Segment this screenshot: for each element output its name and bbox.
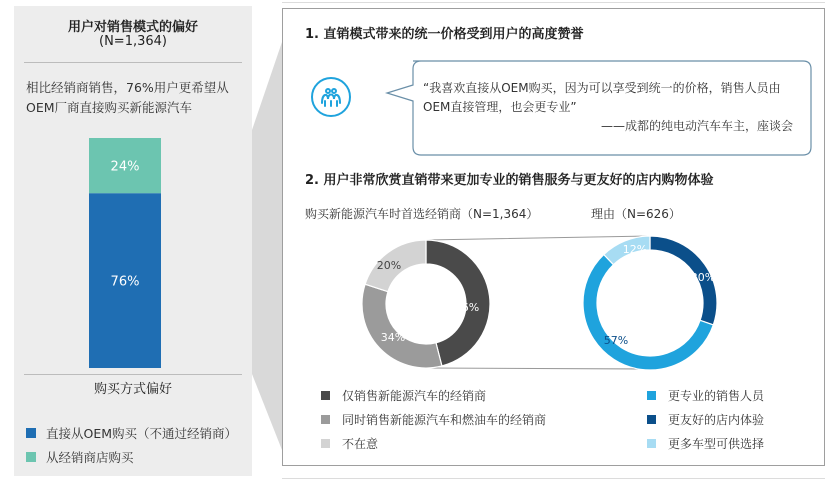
legend-swatch xyxy=(26,452,36,462)
legend-swatch xyxy=(26,428,36,438)
pie1-data-label-0: 46% xyxy=(454,301,480,314)
legend-item-friendly-store xyxy=(647,411,764,428)
quote-source: ——成都的纯电动汽车车主，座谈会 xyxy=(600,119,793,133)
legend-swatch xyxy=(647,439,656,448)
bottom-rule xyxy=(282,478,825,479)
panel-connector xyxy=(252,0,284,486)
left-panel xyxy=(14,6,252,476)
legend-item-nev-only xyxy=(321,387,486,404)
section1-title: 1. 直销模式带来的统一价格受到用户的高度赞誉 xyxy=(305,27,584,42)
pie1-data-label-1: 34% xyxy=(380,331,406,344)
bar-divider xyxy=(24,374,242,375)
legend-label: 更友好的店内体验 xyxy=(668,413,765,427)
left-title: 用户对销售模式的偏好 xyxy=(67,20,198,35)
section2-title: 2. 用户非常欣赏直销带来更加专业的销售服务与更友好的店内购物体验 xyxy=(305,173,714,188)
bar-chart-title: 购买方式偏好 xyxy=(93,382,172,397)
right-panel xyxy=(282,8,825,466)
bar-data-label-0: 76% xyxy=(110,274,140,290)
left-legend-item-oem xyxy=(26,424,237,442)
legend-item-professional-staff xyxy=(647,387,764,404)
legend-swatch xyxy=(647,415,656,424)
legend-swatch xyxy=(321,439,330,448)
legend-label: 仅销售新能源汽车的经销商 xyxy=(342,389,487,403)
legend-label: 直接从OEM购买（不通过经销商） xyxy=(46,426,238,441)
pie1-title: 购买新能源汽车时首选经销商（N=1,364） xyxy=(305,207,539,221)
left-description: 相比经销商销售，76%用户更希望从OEM厂商直接购买新能源汽车 xyxy=(26,80,229,115)
left-legend-item-dealer xyxy=(26,448,134,466)
pie1-slice-1 xyxy=(362,284,442,368)
pie2-data-label-1: 57% xyxy=(603,334,629,347)
pie2-data-label-0: 30% xyxy=(690,271,716,284)
legend-swatch xyxy=(321,415,330,424)
stacked-bar-chart xyxy=(14,136,252,372)
quote-text: “我喜欢直接从OEM购买，因为可以享受到统一的价格，销售人员由OEM直接管理，也会更专业” xyxy=(423,81,781,114)
bar-data-label-1: 24% xyxy=(110,159,140,175)
pie1-data-label-2: 20% xyxy=(376,259,402,272)
legend-label: 更专业的销售人员 xyxy=(668,389,765,403)
top-rule xyxy=(282,2,825,3)
user-icon xyxy=(311,77,351,117)
legend-item-nev-and-fuel xyxy=(321,411,546,428)
legend-label: 更多车型可供选择 xyxy=(668,437,765,451)
donut-charts xyxy=(283,219,826,379)
left-divider xyxy=(24,62,242,63)
legend-swatch xyxy=(647,391,656,400)
left-sample-size: (N=1,364) xyxy=(99,34,167,49)
legend-label: 同时销售新能源汽车和燃油车的经销商 xyxy=(342,413,547,427)
legend-item-more-models xyxy=(647,435,764,452)
legend-swatch xyxy=(321,391,330,400)
pie2-title: 理由（N=626） xyxy=(591,207,681,221)
legend-item-dont-care xyxy=(321,435,378,452)
legend-label: 不在意 xyxy=(342,437,379,451)
pie2-data-label-2: 12% xyxy=(622,243,648,256)
legend-label: 从经销商店购买 xyxy=(46,450,134,465)
